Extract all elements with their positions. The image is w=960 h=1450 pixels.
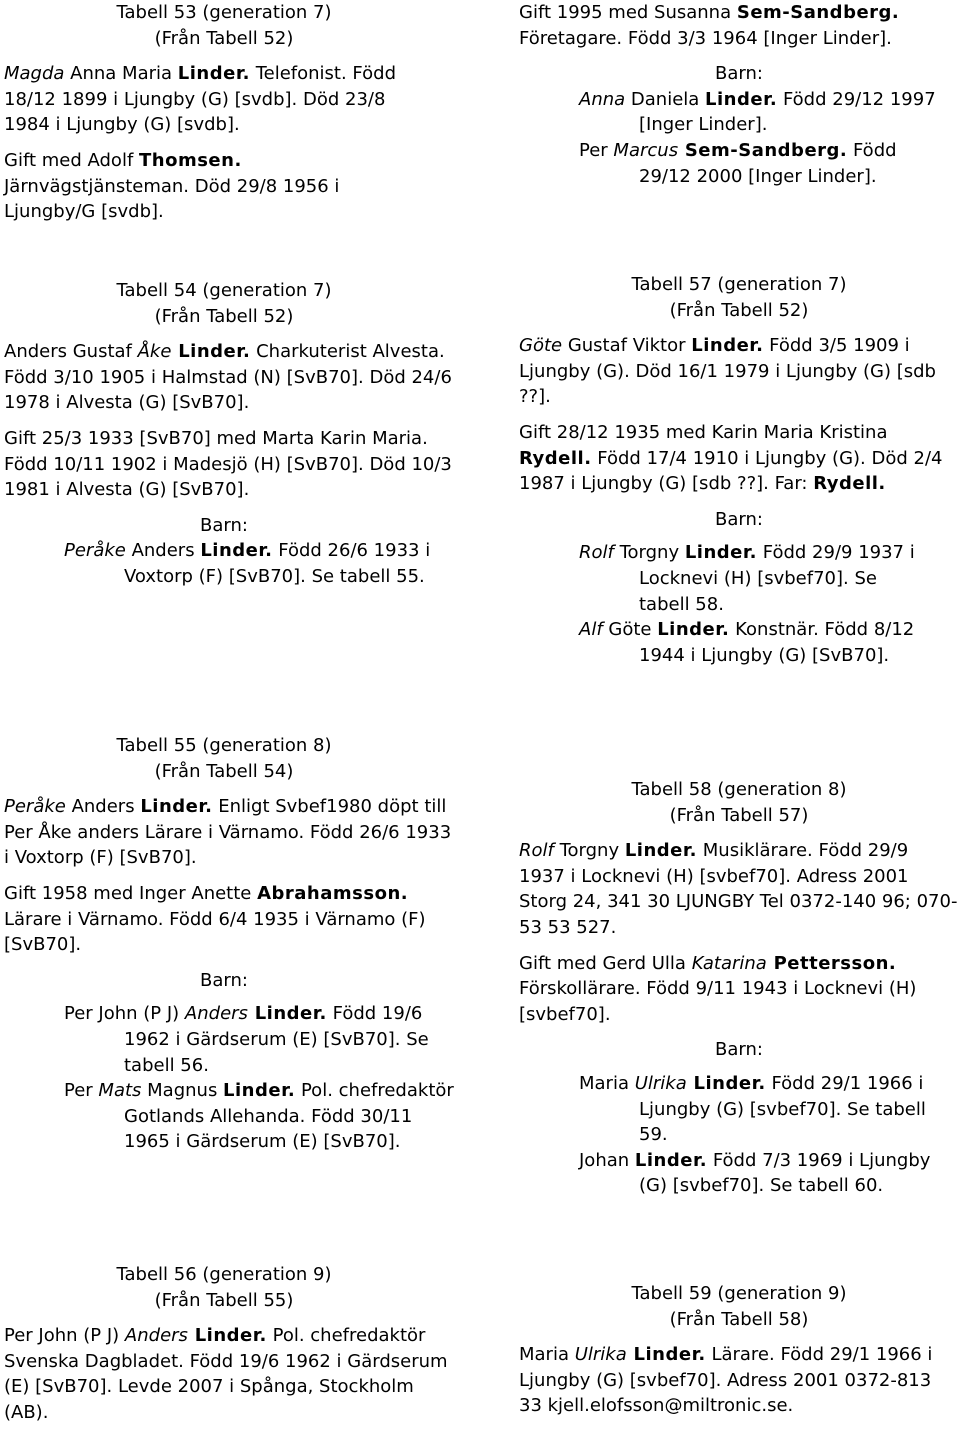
spouse-paragraph: Gift 25/3 1933 [SvB70] med Marta Karin Maria. Född 10/11 1902 i Madesjö (H) [SvB70]. Död 10/3 1981 i Alvesta (G) [SvB70]. <box>4 427 452 501</box>
child-entry: Peråke Anders Linder. Född 26/6 1933 i Voxtorp (F) [SvB70]. Se tabell 55. <box>64 540 431 587</box>
table-53 <box>4 0 474 225</box>
table-59 <box>519 1281 959 1419</box>
child-entry: Per John (P J) Anders Linder. Född 19/6 1962 i Gärdserum (E) [SvB70]. Se tabell 56. <box>64 1003 429 1076</box>
spouse-paragraph: Gift med Gerd Ulla Katarina Pettersson. Förskollärare. Född 9/11 1943 i Locknevi (H) [svbef70]. <box>519 952 917 1025</box>
children-heading: Barn: <box>200 514 248 536</box>
children-heading: Barn: <box>715 1039 763 1061</box>
table-origin: (Från Tabell 57) <box>669 804 809 826</box>
table-title: Tabell 55 (generation 8) <box>116 735 332 756</box>
child-entry: Rolf Torgny Linder. Född 29/9 1937 i Locknevi (H) [svbef70]. Se tabell 58. <box>579 542 915 615</box>
table-54 <box>4 278 474 590</box>
table-origin: (Från Tabell 55) <box>154 1289 294 1311</box>
children-heading: Barn: <box>200 969 248 991</box>
person-paragraph: Göte Gustaf Viktor Linder. Född 3/5 1909 i Ljungby (G). Död 16/1 1979 i Ljungby (G) [sdb ??]. <box>519 335 936 408</box>
table-title: Tabell 53 (generation 7) <box>116 2 332 23</box>
spouse-paragraph: Gift med Adolf Thomsen. Järnvägstjänsteman. Död 29/8 1956 i Ljungby/G [svdb]. <box>4 149 340 223</box>
person-paragraph: Anders Gustaf Åke Linder. Charkuterist Alvesta. Född 3/10 1905 i Halmstad (N) [SvB70]. Död 24/6 1978 i Alvesta (G) [SvB70]. <box>4 341 452 414</box>
spouse-paragraph: Gift 1958 med Inger Anette Abrahamsson. Lärare i Värnamo. Född 6/4 1935 i Värnamo (F) [SvB70]. <box>4 882 426 956</box>
table-origin: (Från Tabell 52) <box>154 305 294 327</box>
table-54-continued <box>519 0 959 189</box>
table-title: Tabell 57 (generation 7) <box>631 274 847 295</box>
child-entry: Maria Ulrika Linder. Född 29/1 1966 i Ljungby (G) [svbef70]. Se tabell 59. <box>579 1072 926 1146</box>
table-title: Tabell 54 (generation 7) <box>116 280 332 301</box>
person-paragraph: Rolf Torgny Linder. Musiklärare. Född 29/9 1937 i Locknevi (H) [svbef70]. Adress 2001 Storg 24, 341 30 LJUNGBY Tel 0372-140 96; 070-53 53 527. <box>519 840 958 938</box>
table-origin: (Från Tabell 54) <box>154 760 294 782</box>
person-paragraph: Per John (P J) Anders Linder. Pol. chefredaktör Svenska Dagbladet. Född 19/6 1962 i Gärdserum (E) [SvB70]. Levde 2007 i Spånga, Stockholm (AB). <box>4 1325 448 1423</box>
child-entry: Alf Göte Linder. Konstnär. Född 8/12 1944 i Ljungby (G) [SvB70]. <box>579 619 915 666</box>
child-entry: Per Marcus Sem-Sandberg. Född 29/12 2000 [Inger Linder]. <box>579 139 897 187</box>
spouse-paragraph: Gift 28/12 1935 med Karin Maria Kristina Rydell. Född 17/4 1910 i Ljungby (G). Död 2/4 1987 i Ljungby (G) [sdb ??]. Far: Rydell. <box>519 421 943 495</box>
table-origin: (Från Tabell 52) <box>154 27 294 49</box>
table-origin: (Från Tabell 52) <box>669 299 809 321</box>
children-heading: Barn: <box>715 508 763 530</box>
spouse-paragraph: Gift 1995 med Susanna Sem-Sandberg. Företagare. Född 3/3 1964 [Inger Linder]. <box>519 2 900 49</box>
person-paragraph: Peråke Anders Linder. Enligt Svbef1980 döpt till Per Åke anders Lärare i Värnamo. Född 26/6 1933 i Voxtorp (F) [SvB70]. <box>4 796 452 869</box>
table-55 <box>4 733 474 1155</box>
table-56 <box>4 1262 474 1426</box>
children-heading: Barn: <box>715 63 763 85</box>
person-paragraph: Magda Anna Maria Linder. Telefonist. Född 18/12 1899 i Ljungby (G) [svdb]. Död 23/8 1984 i Ljungby (G) [svdb]. <box>4 63 397 136</box>
table-origin: (Från Tabell 58) <box>669 1308 809 1330</box>
table-title: Tabell 59 (generation 9) <box>631 1283 847 1304</box>
child-entry: Anna Daniela Linder. Född 29/12 1997 [Inger Linder]. <box>579 88 936 136</box>
child-entry: Johan Linder. Född 7/3 1969 i Ljungby (G) [svbef70]. Se tabell 60. <box>579 1149 931 1197</box>
table-title: Tabell 58 (generation 8) <box>631 779 847 800</box>
table-57 <box>519 272 959 668</box>
child-entry: Per Mats Magnus Linder. Pol. chefredaktör Gotlands Allehanda. Född 30/11 1965 i Gärdserum (E) [SvB70]. <box>64 1080 454 1153</box>
person-paragraph: Maria Ulrika Linder. Lärare. Född 29/1 1966 i Ljungby (G) [svbef70]. Adress 2001 0372-813 33 kjell.elofsson@miltronic.se. <box>519 1344 933 1417</box>
table-title: Tabell 56 (generation 9) <box>116 1264 332 1285</box>
table-58 <box>519 777 959 1199</box>
